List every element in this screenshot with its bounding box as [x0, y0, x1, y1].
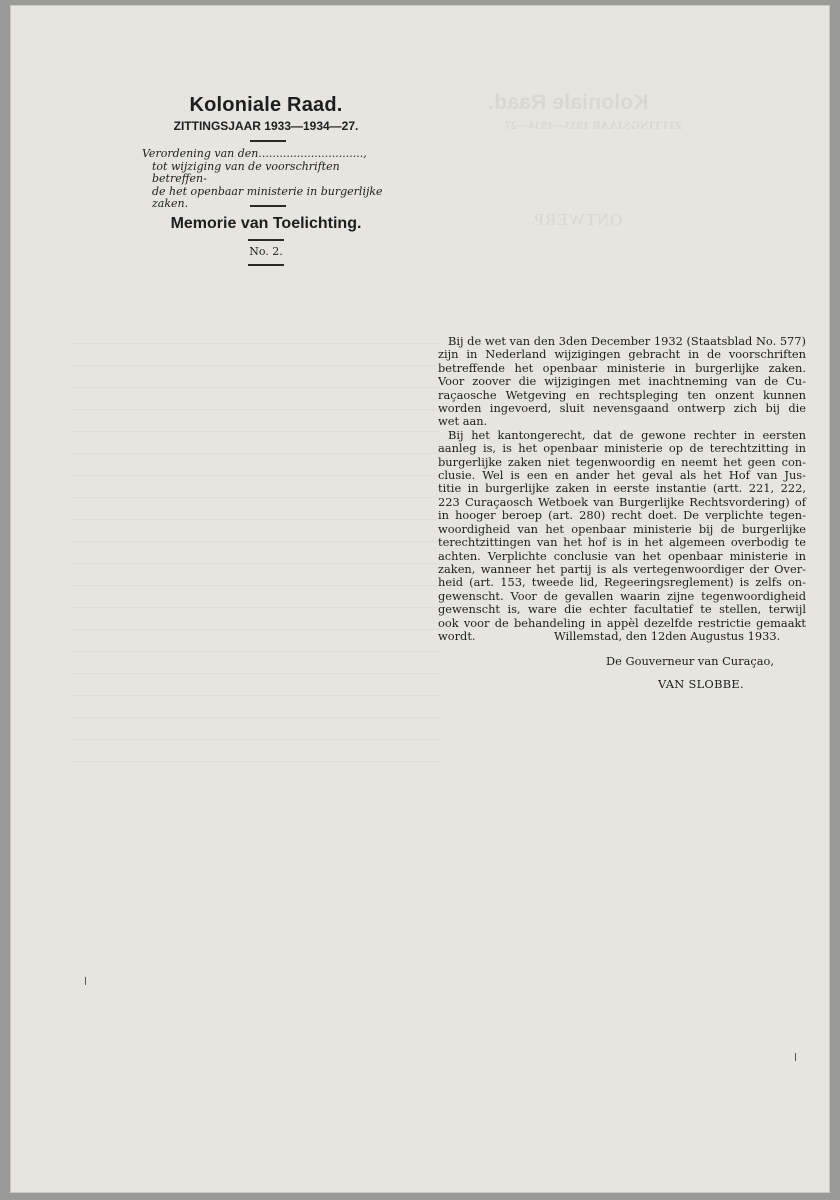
body-line: gewenscht. Voor de gevallen waarin zijne tegenwoordigheid: [438, 588, 806, 603]
body-line: achten. Verplichte conclusie van het openbaar ministerie in: [438, 548, 806, 563]
body-line: raçaosche Wetgeving en rechtspleging ten onzent kunnen: [438, 387, 806, 402]
body-line: Bij de wet van den 3den December 1932 (Staatsblad No. 577): [448, 334, 806, 348]
header-rule: [250, 140, 286, 142]
body-line: wet aan.: [438, 414, 488, 429]
memorie-heading: Memorie van Toelichting.: [170, 215, 362, 232]
body-line: terechtzittingen van het hof is in het algemeen overbodig te: [438, 535, 806, 550]
paper-speck: [795, 1053, 796, 1061]
header-rule: [248, 264, 284, 266]
bleed-through-title: Koloniale Raad.: [488, 91, 649, 114]
governor-name: VAN SLOBBE.: [658, 677, 744, 691]
bleed-through-session: ZITTINGSJAAR 1933—1934—27.: [502, 118, 683, 132]
body-line: 223 Curaçaosch Wetboek van Burgerlijke Rechtsvordering) of: [438, 494, 806, 509]
body-line: gewenscht is, ware die echter facultatief te stellen, terwijl: [438, 602, 806, 617]
body-line: titie in burgerlijke zaken in eerste instantie (artt. 221, 222,: [438, 481, 806, 496]
body-line: zijn in Nederland wijzigingen gebracht in de voorschriften: [438, 347, 806, 362]
body-line: zaken, wanneer het partij is als vertegenwoordiger der Over-: [438, 561, 806, 576]
ordinance-line: tot wijziging van de voorschriften betreffen-: [152, 159, 340, 185]
body-line: aanleg is, is het openbaar ministerie op de terechtzitting in: [438, 441, 806, 456]
body-line: wordt.: [438, 628, 476, 643]
memorie-body-text: [438, 335, 806, 643]
paper-speck: [85, 977, 86, 985]
body-line: in hooger beroep (art. 280) recht doet. De verplichte tegen-: [438, 508, 806, 523]
body-line: burgerlijke zaken niet tegenwoordig en neemt het geen con-: [438, 454, 806, 469]
body-line: worden ingevoerd, sluit nevensgaand ontwerp zich bij die: [438, 401, 806, 416]
header-rule: [248, 239, 284, 241]
document-number: No. 2.: [249, 245, 283, 258]
ordinance-line: Verordening van den..............................,: [142, 147, 367, 160]
document-page: [10, 5, 830, 1193]
place-date: Willemstad, den 12den Augustus 1933.: [554, 629, 781, 643]
header-title: Koloniale Raad.: [189, 94, 343, 116]
body-line: betreffende het openbaar ministerie in burgerlijke zaken.: [438, 360, 806, 375]
ordinance-description: [142, 148, 390, 211]
body-line: Bij het kantongerecht, dat de gewone rechter in eersten: [448, 427, 806, 442]
body-line: ook voor de behandeling in appèl dezelfde restrictie gemaakt: [438, 615, 806, 630]
session-year: ZITTINGSJAAR 1933—1934—27.: [173, 119, 359, 133]
ordinance-line: zaken.: [152, 197, 189, 210]
bleed-through-ontwerp: ONTWERP.: [530, 210, 623, 229]
body-line: woordigheid van het openbaar ministerie bij de burgerlijke: [438, 521, 806, 536]
bleed-through-text-lines: [70, 335, 440, 775]
body-line: clusie. Wel is een en ander het geval als het Hof van Jus-: [438, 468, 806, 483]
body-line: heid (art. 153, tweede lid, Regeeringsreglement) is zelfs on-: [438, 575, 806, 590]
ordinance-line: de het openbaar ministerie in burgerlijke: [152, 184, 383, 198]
header-rule: [250, 205, 286, 207]
body-line: Voor zoover die wijzigingen met inachtneming van de Cu-: [438, 374, 806, 389]
governor-title: De Gouverneur van Curaçao,: [606, 654, 775, 668]
